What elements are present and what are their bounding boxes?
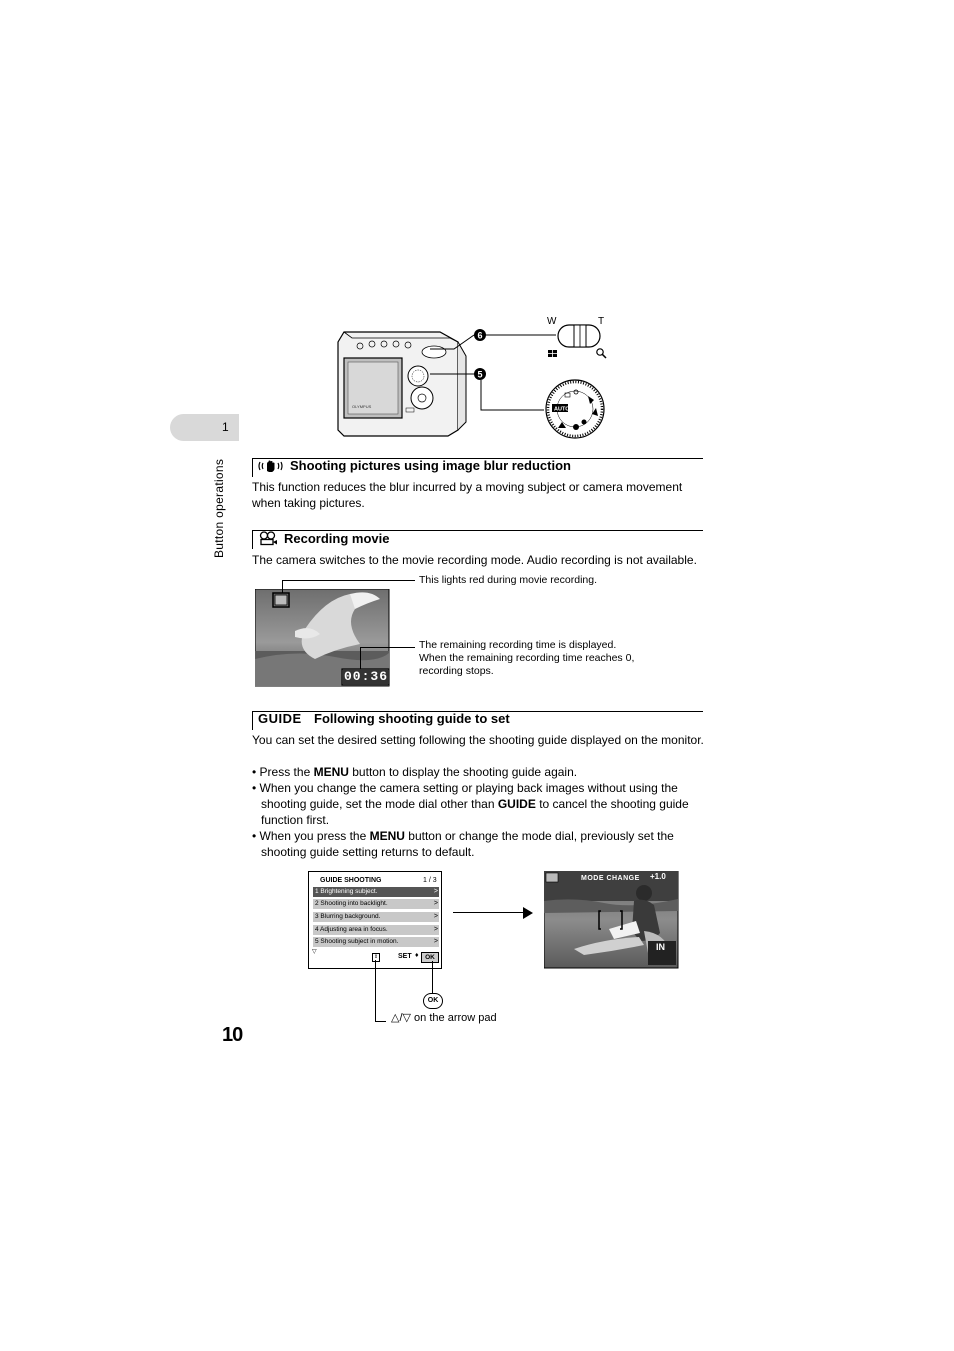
guide-menu-item[interactable] — [313, 937, 439, 947]
ok-button-icon: OK — [423, 993, 443, 1009]
down-arrow-icon: ▽ — [402, 1012, 411, 1024]
guide-menu-item-label: 4 Adjusting area in focus. — [315, 926, 388, 933]
guide-menu-item-label: 5 Shooting subject in motion. — [315, 938, 399, 945]
ok-key-badge: OK — [421, 952, 439, 963]
flow-arrow-line — [453, 912, 525, 913]
bullet-1: • Press the MENU button to display the shooting guide again. — [252, 765, 578, 779]
callout-time-line3: recording stops. — [419, 665, 494, 677]
ok-callout-line — [432, 961, 433, 994]
bullet-3: • When you press the MENU button or change the mode dial, previously set the shooting guide setting returns to default. — [252, 829, 674, 859]
arrow-pad-caption: △/▽ on the arrow pad — [391, 1012, 497, 1024]
chevron-right-icon: > — [433, 913, 438, 920]
bullet-1-bold: MENU — [313, 765, 349, 779]
section-movie-body: The camera switches to the movie recording mode. Audio recording is not available. — [252, 553, 697, 567]
dial-auto-label: AUTO — [554, 406, 570, 413]
scroll-down-icon: ▽ — [312, 949, 317, 955]
index-view-icon — [548, 350, 557, 357]
camera-diagram — [330, 312, 620, 442]
chevron-right-icon: > — [433, 938, 438, 945]
callout-time-line1: The remaining recording time is displayed. — [419, 639, 617, 651]
chapter-number: 1 — [222, 420, 229, 434]
magnify-icon — [597, 349, 606, 358]
up-arrow-icon: △ — [391, 1012, 400, 1024]
chevron-right-icon: > — [433, 900, 438, 907]
bullet-2-bold: GUIDE — [497, 797, 536, 811]
bullet-2: • When you change the camera setting or playing back images without using the shooting guide, set the mode dial other than GUIDE to cancel the shooting guide function first. — [252, 781, 689, 827]
bullet-1-text-b: button to display the shooting guide again. — [348, 765, 578, 779]
guide-menu-item-label: 1 Brightening subject. — [315, 888, 378, 895]
guide-menu-item[interactable] — [313, 925, 439, 935]
guide-menu-item-label: 2 Shooting into backlight. — [315, 900, 388, 907]
zoom-lever — [558, 325, 600, 347]
callout-movie-indicator: This lights red during movie recording. — [419, 574, 597, 586]
camera-brand-text: OLYMPUS — [352, 404, 372, 409]
guide-preview-image — [544, 871, 679, 969]
updown-callout-line-h — [375, 1021, 386, 1022]
guide-menu-item-label: 3 Blurring background. — [315, 913, 381, 920]
zoom-t-label: T — [598, 316, 605, 327]
bullet-3-bold: MENU — [369, 829, 405, 843]
guide-menu-page: 1 / 3 — [423, 877, 437, 884]
chapter-title-vertical — [210, 450, 236, 560]
chevron-right-icon: > — [433, 926, 438, 933]
bullet-2-text-a: When you change the camera setting or playing back images without using the shooting guide, set the mode dial other than — [259, 781, 678, 811]
guide-shooting-menu — [308, 871, 442, 969]
section-image-stabilization-body: This function reduces the blur incurred by a moving subject or camera movement when taking pictures. — [252, 480, 683, 510]
updown-key-icon: ⇕ — [373, 954, 379, 960]
guide-menu-item[interactable] — [313, 899, 439, 909]
bullet-2-text-b: to cancel the shooting guide function first. — [261, 797, 689, 827]
bullet-1-text-a: Press the — [259, 765, 314, 779]
callout-line-top-drop — [282, 580, 283, 593]
camera-illustration — [338, 332, 466, 436]
updown-callout-line — [375, 960, 376, 1021]
exposure-value: +1.0 — [650, 872, 666, 881]
callout-line-bottom-drop — [360, 647, 361, 669]
movie-icon — [258, 531, 278, 546]
callout-line-top — [282, 580, 415, 581]
callout-time-line2: When the remaining recording time reaches 0, — [419, 652, 635, 664]
memory-indicator: IN — [656, 942, 665, 952]
chevron-right-icon: > — [433, 888, 438, 895]
set-label: SET — [398, 953, 412, 960]
movie-remaining-time: 00:36 — [344, 669, 389, 684]
section-image-stabilization-title: Shooting pictures using image blur reduction — [290, 458, 571, 473]
arrow-pad-text: on the arrow pad — [411, 1012, 497, 1024]
mode-change-label: MODE CHANGE — [581, 875, 640, 882]
section-guide-title: Following shooting guide to set — [314, 711, 510, 726]
page-number: 10 — [222, 1024, 243, 1046]
guide-menu-item[interactable] — [313, 912, 439, 922]
guide-mode-icon: GUIDE — [258, 711, 302, 726]
section-movie-title: Recording movie — [284, 531, 390, 546]
image-stabilizer-icon — [258, 459, 284, 473]
guide-menu-title: GUIDE SHOOTING — [320, 877, 382, 884]
callout-5-label: 5 — [477, 369, 483, 380]
callout-line-bottom — [360, 647, 415, 648]
bullet-3-text-b: button or change the mode dial, previously set the shooting guide setting returns to default. — [261, 829, 674, 859]
callout-6-label: 6 — [477, 330, 483, 341]
set-arrow-icon: ♦ — [415, 952, 419, 959]
section-guide-body: You can set the desired setting following the shooting guide displayed on the monitor. — [252, 733, 704, 747]
chapter-title: Button operations — [212, 458, 226, 558]
zoom-w-label: W — [547, 316, 557, 327]
guide-menu-item[interactable] — [313, 887, 439, 897]
bullet-3-text-a: When you press the — [259, 829, 370, 843]
flow-arrow-head — [523, 907, 533, 919]
